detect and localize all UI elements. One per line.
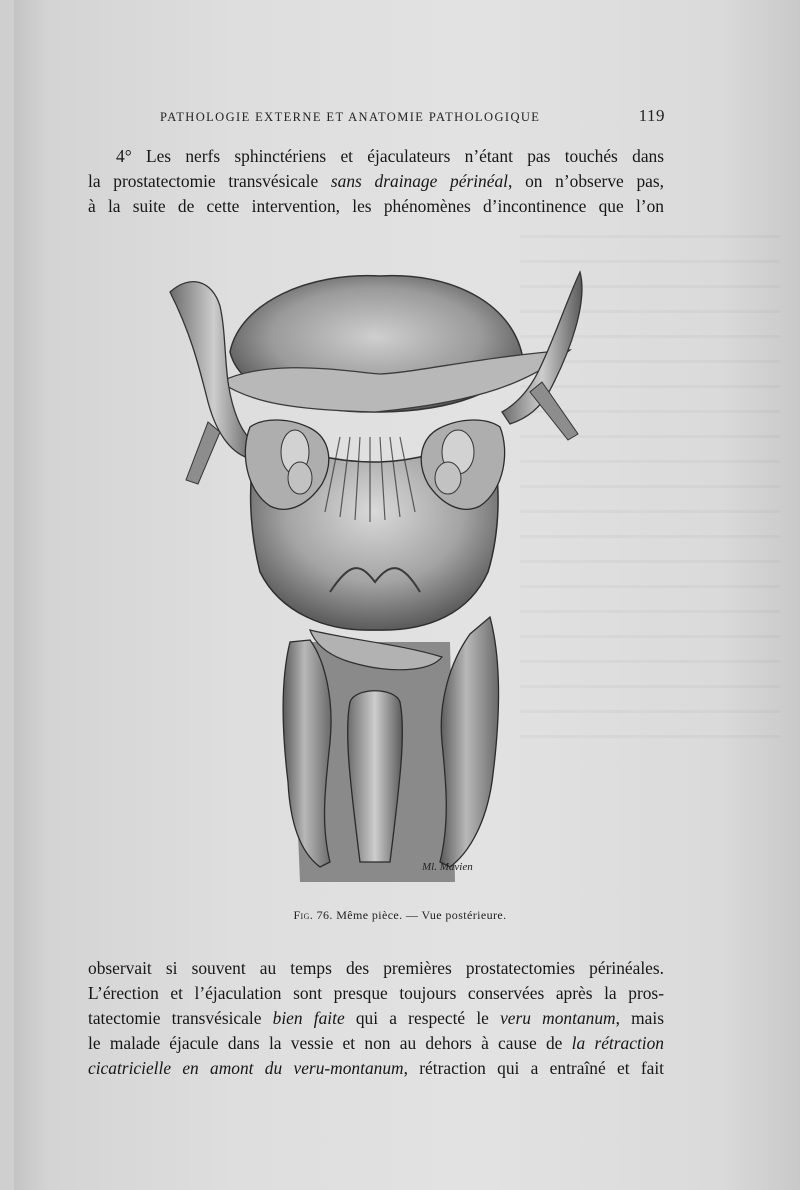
figure-label: Fig. 76. (293, 908, 333, 922)
text-run: L’érection et l’éjaculation sont presque toujours conservées après la pros- (88, 983, 664, 1003)
anatomy-illustration (150, 262, 600, 894)
text-run: , mais (615, 1008, 664, 1028)
text-run: qui a respecté le (344, 1008, 501, 1028)
page-number: 119 (638, 106, 665, 125)
caption-text: Même pièce. — Vue postérieure. (336, 908, 507, 922)
top-paragraph (88, 144, 664, 219)
text-run: 4° Les nerfs sphinctériens et éjaculateurs n’étant pas touchés dans (116, 146, 664, 166)
italic-run: cicatricielle en amont du veru-montanum (88, 1058, 404, 1078)
paragraph-line (88, 1006, 664, 1031)
italic-run: bien faite (272, 1008, 345, 1028)
artist-signature: Ml. Mavien (422, 861, 473, 873)
italic-run: la rétraction (571, 1033, 664, 1053)
anatomical-figure (150, 262, 600, 894)
paragraph-line (88, 1056, 664, 1081)
text-run: à la suite de cette intervention, les phénomènes d’incontinence que l’on (88, 196, 664, 216)
right-vas-stub (530, 382, 578, 440)
right-vesicle-lobe (435, 462, 461, 494)
paragraph-line (88, 169, 664, 194)
text-run: le malade éjacule dans la vessie et non au dehors à cause de (88, 1033, 572, 1053)
paragraph-line (88, 144, 664, 169)
italic-run: sans drainage périnéal (330, 171, 508, 191)
text-run: observait si souvent au temps des premières prostatectomies périnéales. (88, 958, 664, 978)
running-title: PATHOLOGIE EXTERNE ET ANATOMIE PATHOLOGIQUE (160, 110, 541, 124)
paragraph-line (88, 194, 664, 219)
text-run: tatectomie transvésicale (88, 1008, 273, 1028)
page-edge (0, 0, 14, 1190)
left-vesicle-lobe (288, 462, 312, 494)
text-run: , on n’observe pas, (508, 171, 664, 191)
left-urethral-flap (283, 640, 331, 867)
paragraph-line (88, 956, 664, 981)
paragraph-line (88, 981, 664, 1006)
text-run: la prostatectomie transvésicale (88, 171, 331, 191)
running-header (160, 106, 665, 130)
paragraph-line (88, 1031, 664, 1056)
figure-caption (0, 908, 800, 923)
left-vas-stub (186, 422, 220, 484)
italic-run: veru montanum (500, 1008, 616, 1028)
bottom-paragraph (88, 956, 664, 1081)
text-run: , rétraction qui a entraîné et fait (403, 1058, 664, 1078)
